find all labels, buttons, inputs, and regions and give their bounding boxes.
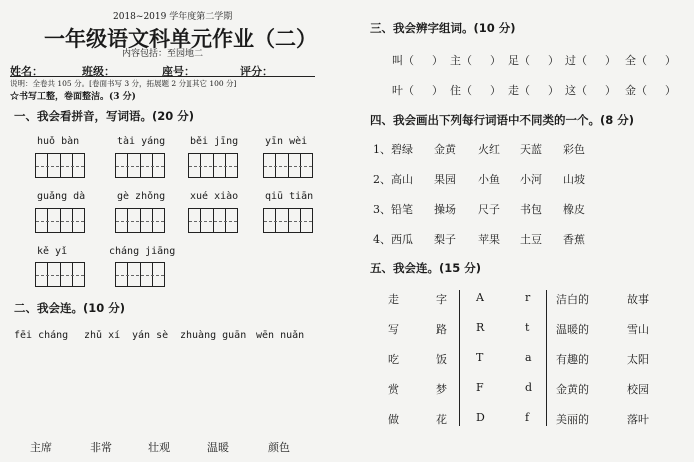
match-item[interactable]: 走 <box>388 293 399 306</box>
word-option[interactable]: 苹果 <box>478 233 500 246</box>
writing-cell[interactable] <box>153 209 164 232</box>
writing-cell[interactable] <box>264 209 276 232</box>
writing-box[interactable] <box>263 153 313 178</box>
word-option[interactable]: 高山 <box>391 173 413 186</box>
writing-cell[interactable] <box>128 263 140 286</box>
writing-box[interactable] <box>35 208 85 233</box>
writing-cell[interactable] <box>36 209 48 232</box>
writing-cell[interactable] <box>73 154 84 177</box>
answer-blank[interactable] <box>587 82 603 96</box>
match-item[interactable]: 温暖的 <box>556 323 589 336</box>
answer-blank[interactable] <box>647 82 663 96</box>
name-field[interactable]: 姓名： <box>10 65 43 78</box>
pinyin-label: qiū tiān <box>265 191 314 202</box>
match-item[interactable]: d <box>525 381 533 394</box>
word-option[interactable]: 山坡 <box>563 173 585 186</box>
writing-box[interactable] <box>188 153 238 178</box>
writing-cell[interactable] <box>201 154 213 177</box>
writing-cell[interactable] <box>226 209 237 232</box>
row-number: 2、 <box>373 173 391 186</box>
match-item[interactable]: t <box>525 321 530 334</box>
writing-note: ☆书写工整，卷面整洁。(3 分) <box>10 92 136 102</box>
char-prompt: 主（ <box>450 54 472 67</box>
score-note: 说明：全卷共 105 分。[卷面书写 3 分，拓展题 2 分][其它 100 分] <box>10 79 237 88</box>
word-option[interactable]: 梨子 <box>434 233 456 246</box>
word-option[interactable]: 操场 <box>434 203 456 216</box>
header-divider <box>10 76 315 77</box>
writing-cell[interactable] <box>116 154 128 177</box>
page-title: 一年级语文科单元作业（二） <box>44 27 317 51</box>
answer-blank[interactable] <box>414 82 430 96</box>
paren-close: ） <box>432 54 443 67</box>
match-item[interactable]: a <box>525 351 532 364</box>
writing-cell[interactable] <box>264 154 276 177</box>
match-item[interactable]: 路 <box>436 323 447 336</box>
writing-cell[interactable] <box>48 209 60 232</box>
match-item[interactable]: f <box>525 411 530 424</box>
match-item[interactable]: 洁白的 <box>556 293 589 306</box>
pinyin-item[interactable]: zhǔ xí <box>84 330 121 341</box>
writing-cell[interactable] <box>189 154 201 177</box>
pinyin-label: tài yáng <box>117 136 166 147</box>
pinyin-label: huǒ bàn <box>37 136 80 147</box>
pinyin-item[interactable]: zhuàng guān <box>180 330 247 341</box>
word-option[interactable]: 西瓜 <box>391 233 413 246</box>
pinyin-label: xué xiào <box>190 191 239 202</box>
writing-box[interactable] <box>35 153 85 178</box>
char-prompt: 住（ <box>450 84 472 97</box>
row-number: 3、 <box>373 203 391 216</box>
writing-cell[interactable] <box>153 154 164 177</box>
word-option[interactable]: 小鱼 <box>478 173 500 186</box>
column-divider <box>546 290 547 426</box>
answer-blank[interactable] <box>414 52 430 66</box>
char-prompt: 走（ <box>508 84 530 97</box>
writing-cell[interactable] <box>141 263 153 286</box>
match-item[interactable]: 故事 <box>627 293 649 306</box>
match-item[interactable]: 花 <box>436 413 447 426</box>
section2-heading: 二、我会连。(10 分) <box>14 301 126 315</box>
writing-cell[interactable] <box>61 209 73 232</box>
writing-cell[interactable] <box>214 209 226 232</box>
match-item[interactable]: A <box>476 291 484 304</box>
word-option[interactable]: 橡皮 <box>563 203 585 216</box>
word-item[interactable]: 温暖 <box>207 441 229 454</box>
writing-cell[interactable] <box>301 154 312 177</box>
writing-cell[interactable] <box>276 209 288 232</box>
match-item[interactable]: 写 <box>388 323 399 336</box>
writing-box[interactable] <box>115 262 165 287</box>
writing-cell[interactable] <box>141 154 153 177</box>
word-item[interactable]: 颜色 <box>268 441 290 454</box>
char-prompt: 全（ <box>625 54 647 67</box>
pinyin-label: gè zhǒng <box>117 191 166 202</box>
word-option[interactable]: 香蕉 <box>563 233 585 246</box>
char-prompt: 叫（ <box>392 54 414 67</box>
char-prompt: 足（ <box>508 54 530 67</box>
paren-close: ） <box>665 54 676 67</box>
writing-cell[interactable] <box>153 263 164 286</box>
section3-heading: 三、我会辨字组词。(10 分) <box>370 21 516 35</box>
word-option[interactable]: 碧绿 <box>391 143 413 156</box>
match-item[interactable]: D <box>476 411 485 424</box>
match-item[interactable]: F <box>476 381 484 394</box>
row-number: 4、 <box>373 233 391 246</box>
char-prompt: 叶（ <box>392 84 414 97</box>
answer-blank[interactable] <box>647 52 663 66</box>
writing-cell[interactable] <box>289 209 301 232</box>
match-item[interactable]: 落叶 <box>627 413 649 426</box>
score-field[interactable]: 评分： <box>240 65 273 78</box>
class-field[interactable]: 班级： <box>82 65 115 78</box>
writing-cell[interactable] <box>36 154 48 177</box>
seat-field[interactable]: 座号： <box>162 65 195 78</box>
writing-cell[interactable] <box>61 263 73 286</box>
word-option[interactable]: 天蓝 <box>520 143 542 156</box>
content-scope: 内容包括：至园地二 <box>122 49 204 59</box>
word-item[interactable]: 非常 <box>90 441 112 454</box>
match-item[interactable]: 校园 <box>627 383 649 396</box>
char-prompt: 过（ <box>565 54 587 67</box>
writing-box[interactable] <box>188 208 238 233</box>
match-item[interactable]: R <box>476 321 485 334</box>
term-label: 2018~2019 学年度第二学期 <box>113 12 233 22</box>
match-item[interactable]: 梦 <box>436 383 447 396</box>
writing-cell[interactable] <box>226 154 237 177</box>
writing-cell[interactable] <box>214 154 226 177</box>
writing-box[interactable] <box>263 208 313 233</box>
match-item[interactable]: 有趣的 <box>556 353 589 366</box>
writing-cell[interactable] <box>116 209 128 232</box>
char-prompt: 金（ <box>625 84 647 97</box>
word-option[interactable]: 果园 <box>434 173 456 186</box>
paren-close: ） <box>432 84 443 97</box>
word-option[interactable]: 土豆 <box>520 233 542 246</box>
match-item[interactable]: 雪山 <box>627 323 649 336</box>
writing-cell[interactable] <box>189 209 201 232</box>
pinyin-label: yīn wèi <box>265 136 308 147</box>
writing-cell[interactable] <box>48 263 60 286</box>
match-item[interactable]: 金黄的 <box>556 383 589 396</box>
word-option[interactable]: 书包 <box>520 203 542 216</box>
writing-cell[interactable] <box>73 263 84 286</box>
column-divider <box>459 290 460 426</box>
word-option[interactable]: 金黄 <box>434 143 456 156</box>
word-option[interactable]: 小河 <box>520 173 542 186</box>
match-item[interactable]: 做 <box>388 413 399 426</box>
pinyin-item[interactable]: wēn nuǎn <box>256 330 305 341</box>
writing-cell[interactable] <box>36 263 48 286</box>
answer-blank[interactable] <box>472 52 488 66</box>
match-item[interactable]: 赏 <box>388 383 399 396</box>
writing-cell[interactable] <box>73 209 84 232</box>
paren-close: ） <box>490 54 501 67</box>
word-item[interactable]: 主席 <box>30 441 52 454</box>
answer-blank[interactable] <box>530 82 546 96</box>
writing-box[interactable] <box>115 208 165 233</box>
pinyin-label: běi jīng <box>190 136 239 147</box>
section4-heading: 四、我会画出下列每行词语中不同类的一个。(8 分) <box>370 113 635 127</box>
row-number: 1、 <box>373 143 391 156</box>
paren-close: ） <box>665 84 676 97</box>
section1-heading: 一、我会看拼音，写词语。(20 分) <box>14 109 195 123</box>
writing-box[interactable] <box>115 153 165 178</box>
match-item[interactable]: 美丽的 <box>556 413 589 426</box>
match-item[interactable]: 吃 <box>388 353 399 366</box>
match-item[interactable]: 太阳 <box>627 353 649 366</box>
paren-close: ） <box>548 54 559 67</box>
word-option[interactable]: 火红 <box>478 143 500 156</box>
writing-cell[interactable] <box>301 209 312 232</box>
paren-close: ） <box>605 54 616 67</box>
paren-close: ） <box>490 84 501 97</box>
writing-cell[interactable] <box>61 154 73 177</box>
section5-heading: 五、我会连。(15 分) <box>370 261 482 275</box>
writing-cell[interactable] <box>116 263 128 286</box>
pinyin-label: kě yǐ <box>37 246 68 257</box>
writing-box[interactable] <box>35 262 85 287</box>
paren-close: ） <box>548 84 559 97</box>
writing-cell[interactable] <box>48 154 60 177</box>
pinyin-item[interactable]: fēi cháng <box>14 330 69 341</box>
word-option[interactable]: 铅笔 <box>391 203 413 216</box>
answer-blank[interactable] <box>587 52 603 66</box>
writing-cell[interactable] <box>201 209 213 232</box>
pinyin-label: cháng jiāng <box>109 246 176 257</box>
paren-close: ） <box>605 84 616 97</box>
word-option[interactable]: 彩色 <box>563 143 585 156</box>
match-item[interactable]: T <box>476 351 484 364</box>
writing-cell[interactable] <box>289 154 301 177</box>
match-item[interactable]: 字 <box>436 293 447 306</box>
writing-cell[interactable] <box>128 154 140 177</box>
answer-blank[interactable] <box>530 52 546 66</box>
char-prompt: 这（ <box>565 84 587 97</box>
answer-blank[interactable] <box>472 82 488 96</box>
word-item[interactable]: 壮观 <box>148 441 170 454</box>
writing-cell[interactable] <box>276 154 288 177</box>
writing-cell[interactable] <box>141 209 153 232</box>
pinyin-item[interactable]: yán sè <box>132 330 169 341</box>
writing-cell[interactable] <box>128 209 140 232</box>
word-option[interactable]: 尺子 <box>478 203 500 216</box>
match-item[interactable]: r <box>525 291 531 304</box>
pinyin-label: guǎng dà <box>37 191 86 202</box>
match-item[interactable]: 饭 <box>436 353 447 366</box>
